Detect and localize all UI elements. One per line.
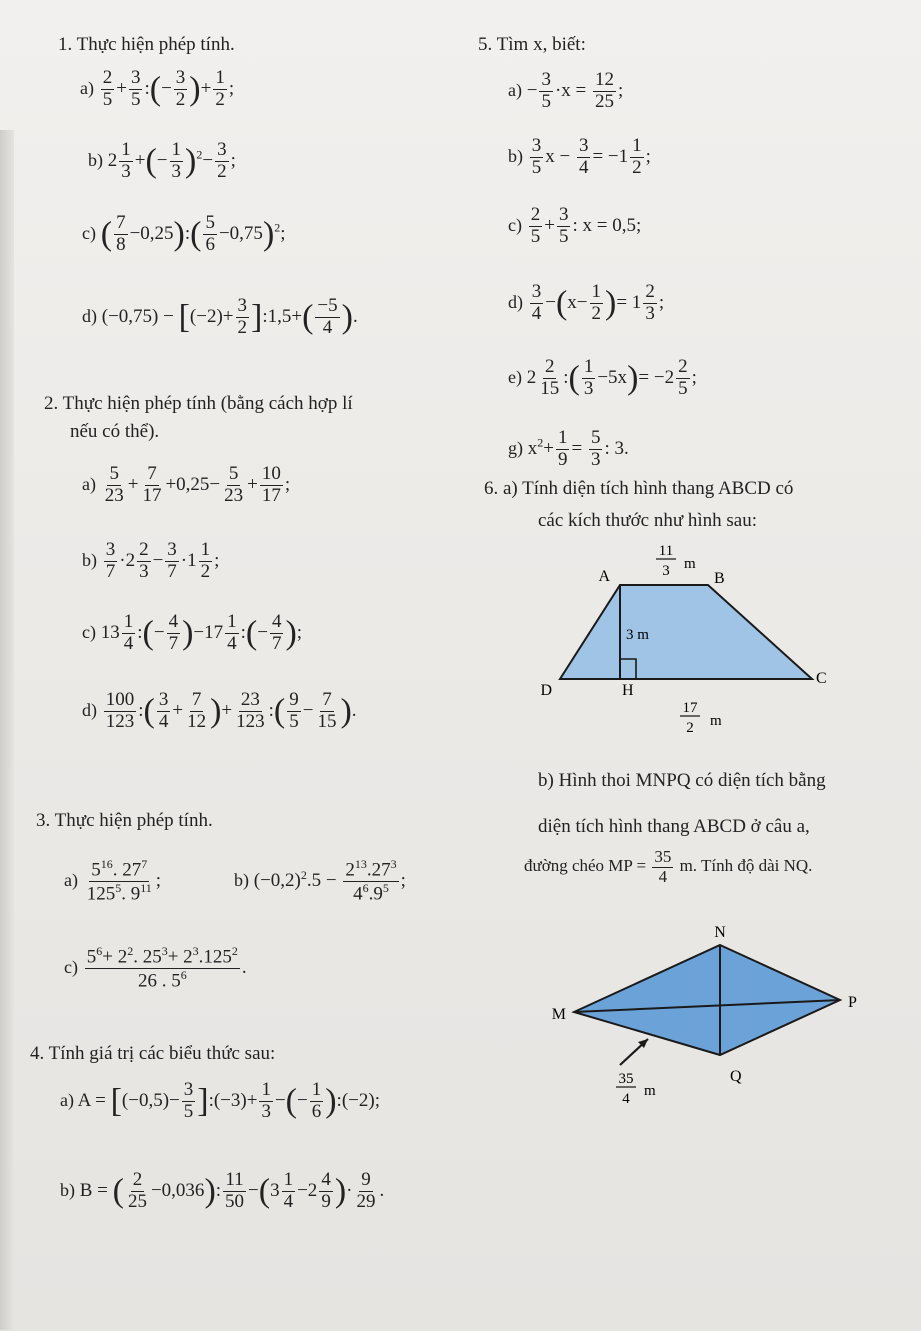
exercise-3-heading: 3. Thực hiện phép tính. <box>36 810 213 831</box>
bottom-base-den: 2 <box>686 720 694 736</box>
exercise-6b-text-1: b) Hình thoi MNPQ có diện tích bằng <box>538 770 826 791</box>
top-base-num: 11 <box>658 543 674 559</box>
vertex-m: M <box>551 1006 566 1023</box>
problem-1a: a) $\frac{2}{5}$ + $\frac{3}{5}$ :(− $\frac{3}{2}$ )+ $\frac{1}{2}$ ; <box>80 67 235 110</box>
vertex-q: Q <box>730 1068 742 1085</box>
vertex-p: P <box>848 994 857 1011</box>
diag-num: 35 <box>618 1071 634 1087</box>
problem-1c: c) ( $\frac{7}{8}$ −0,25):( $\frac{5}{6}$ −0,75)$^2$; <box>82 212 286 255</box>
problem-4a: a) A = [(−0,5)− $\frac{3}{5}$ ]:(−3)+ $\frac{1}{3}$ −(− $\frac{1}{6}$ ):(−2); <box>60 1079 380 1122</box>
problem-3c: c) $\frac{5^6+ 2^2. 25^3+ 2^3.125^2}{26 . 5^6}$ . <box>64 944 247 992</box>
top-base-den: 3 <box>662 563 670 579</box>
exercise-2-heading: 2. Thực hiện phép tính (bằng cách hợp lí <box>44 393 353 414</box>
top-base-unit: m <box>684 556 696 572</box>
height-label: 3 m <box>626 627 649 643</box>
trapezoid-shape <box>560 585 812 679</box>
problem-5e: e) 2 $\frac{2}{15}$ :( $\frac{1}{3}$ −5x)= −2 $\frac{2}{5}$ ; <box>508 356 697 399</box>
rhombus-mnpq-figure <box>540 915 880 1130</box>
problem-2b: b) $\frac{3}{7}$ ·2 $\frac{2}{3}$ − $\frac{3}{7}$ ·1 $\frac{1}{2}$ ; <box>82 539 220 582</box>
exercise-title: Thực hiện phép tính. <box>76 34 235 55</box>
exercise-6b-text-3: đường chéo MP = $\frac{35}{4}$ m. Tính độ dài NQ. <box>524 847 813 886</box>
problem-5b: b) $\frac{3}{5}$ x − $\frac{3}{4}$ = −1 $\frac{1}{2}$ ; <box>508 135 651 178</box>
exercise-6b-text-2: diện tích hình thang ABCD ở câu a, <box>538 816 810 837</box>
rhombus-shape <box>574 945 840 1055</box>
problem-3b: b) $(-0,2)^2.5$ − $\frac{2^{13}.27^3}{4^6.9^5}$ ; <box>234 857 406 905</box>
problem-2d: d) $\frac{100}{123}$ :( $\frac{3}{4}$ + $\frac{7}{12}$ )+ $\frac{23}{123}$ :( $\frac{9}{5}$ − $\frac{7}{15}$ ). <box>82 689 357 732</box>
vertex-n: N <box>714 924 726 941</box>
problem-5d: d) $\frac{3}{4}$ −(x− $\frac{1}{2}$ )= 1 $\frac{2}{3}$ ; <box>508 281 665 324</box>
exercise-6a-text-cont: các kích thước như hình sau: <box>538 510 758 531</box>
exercise-5-heading: 5. Tìm x, biết: <box>478 34 586 55</box>
problem-1b: b) 2 $\frac{1}{3}$ +(− $\frac{1}{3}$ )$^2$− $\frac{3}{2}$ ; <box>88 139 236 182</box>
diag-unit: m <box>644 1083 656 1099</box>
foot-h: H <box>622 682 634 699</box>
problem-2c: c) 13 $\frac{1}{4}$ :(− $\frac{4}{7}$ )−17 $\frac{1}{4}$ :(− $\frac{4}{7}$ ); <box>82 611 303 654</box>
problem-5a: a) − $\frac{3}{5}$ ·x = $\frac{12}{25}$ ; <box>508 69 624 112</box>
problem-4b: b) B = ( $\frac{2}{25}$ −0,036): $\frac{11}{50}$ −(3 $\frac{1}{4}$ −2 $\frac{4}{9}$ )· $\frac{9}{29}$ . <box>60 1169 385 1212</box>
exercise-1-heading <box>58 34 235 56</box>
vertex-d: D <box>540 682 552 699</box>
problem-5c: c) $\frac{2}{5}$ + $\frac{3}{5}$ : x = 0,5; <box>508 204 642 247</box>
exercise-number: 1. <box>58 34 73 55</box>
problem-2a: a) $\frac{5}{23}$ + $\frac{7}{17}$ +0,25− $\frac{5}{23}$ + $\frac{10}{17}$ ; <box>82 463 291 506</box>
bottom-base-unit: m <box>710 713 722 729</box>
problem-1d: d) (−0,75) − [(−2)+ $\frac{3}{2}$ ]:1,5+( $\frac{-5}{4}$ ). <box>82 295 358 338</box>
vertex-c: C <box>816 670 827 687</box>
vertex-b: B <box>714 570 725 587</box>
problem-5g: g) $x^2+$ $\frac{1}{9}$ = $\frac{5}{3}$ : 3. <box>508 427 629 470</box>
diag-den: 4 <box>622 1091 630 1107</box>
exercise-4-heading: 4. Tính giá trị các biểu thức sau: <box>30 1043 276 1064</box>
bottom-base-num: 17 <box>682 700 698 716</box>
exercise-2-heading-cont: nếu có thể). <box>70 421 160 442</box>
problem-3a: a) $\frac{5^{16}. 27^7}{125^5. 9^{11}}$ ; <box>64 857 162 905</box>
page-shadow <box>0 130 14 1330</box>
vertex-a: A <box>598 568 610 585</box>
exercise-6a-text: 6. a) Tính diện tích hình thang ABCD có <box>484 478 794 499</box>
trapezoid-abcd-figure <box>540 535 830 750</box>
